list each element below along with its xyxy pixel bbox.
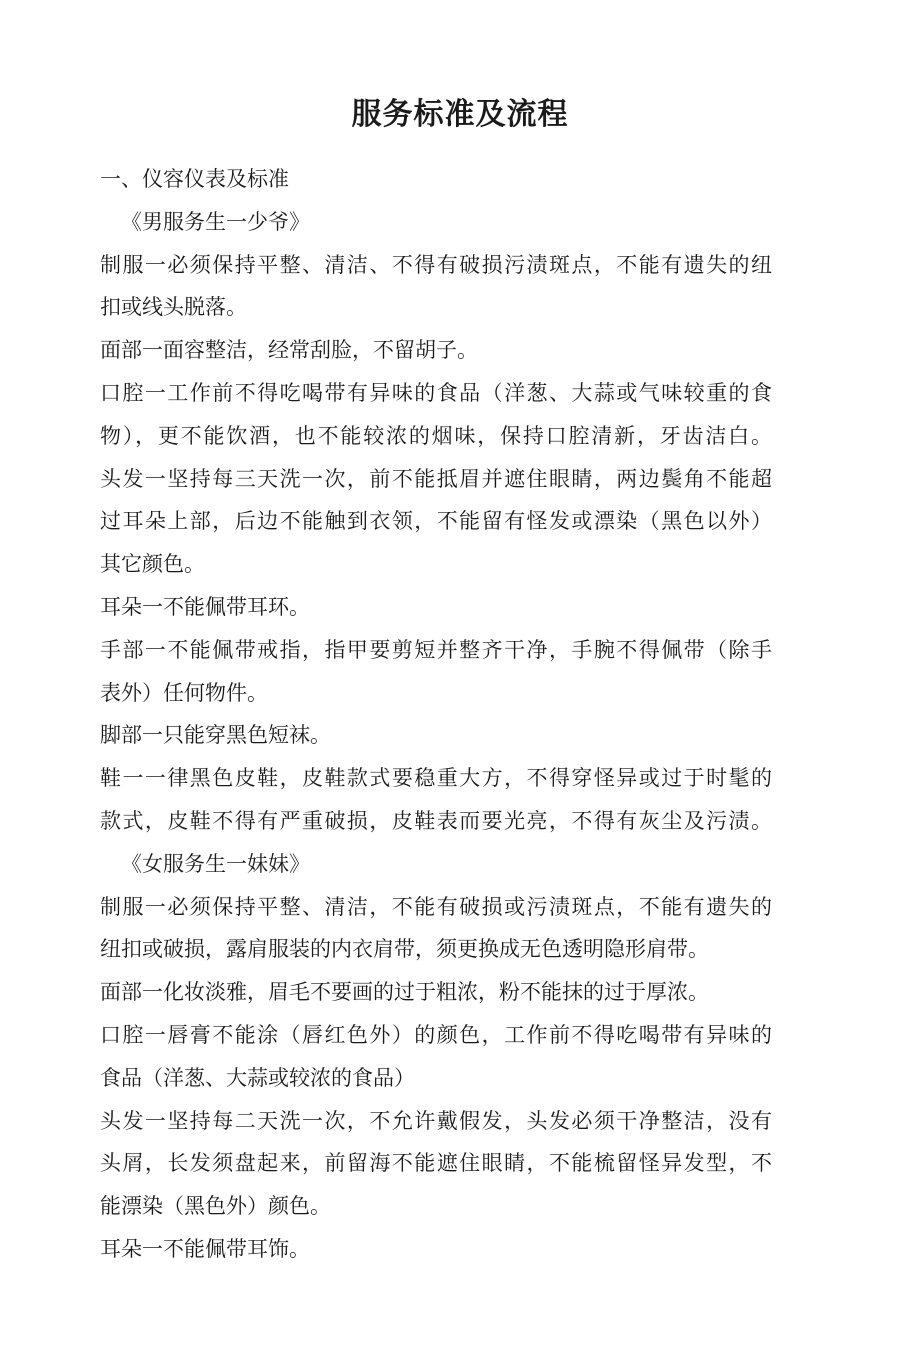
male-shoes-item bbox=[100, 757, 772, 843]
paragraph-line: 耳朵一不能佩带耳饰。 bbox=[100, 1236, 310, 1261]
female-mouth-item bbox=[100, 1014, 772, 1100]
male-uniform-item bbox=[100, 244, 772, 330]
male-ear-item bbox=[100, 586, 772, 629]
male-hair-item bbox=[100, 458, 772, 586]
male-hand-item bbox=[100, 629, 772, 715]
female-face-item bbox=[100, 971, 772, 1014]
page-title: 服务标准及流程 bbox=[351, 97, 569, 132]
section-heading: 一、仪容仪表及标准 bbox=[100, 167, 289, 191]
paragraph-line: 食品（洋葱、大蒜或较浓的食品） bbox=[100, 1065, 415, 1090]
paragraph-line: 口腔一工作前不得吃喝带有异味的食品（洋葱、大蒜或气味较重的食 bbox=[100, 380, 772, 405]
paragraph-line: 口腔一唇膏不能涂（唇红色外）的颜色，工作前不得吃喝带有异味的 bbox=[100, 1022, 772, 1047]
paragraph-line: 过耳朵上部，后边不能触到衣领，不能留有怪发或漂染（黑色以外） bbox=[100, 509, 772, 534]
paragraph-line: 其它颜色。 bbox=[100, 552, 205, 577]
paragraph-line: 制服一必须保持平整、清洁、不得有破损污渍斑点，不能有遗失的纽 bbox=[100, 252, 772, 277]
paragraph-line: 头发一坚持每二天洗一次，不允许戴假发，头发必须干净整洁，没有 bbox=[100, 1108, 772, 1133]
paragraph-line: 面部一化妆淡雅，眉毛不要画的过于粗浓，粉不能抹的过于厚浓。 bbox=[100, 980, 709, 1005]
paragraph-line: 脚部一只能穿黑色短袜。 bbox=[100, 723, 331, 748]
female-ear-item bbox=[100, 1228, 772, 1271]
paragraph-line: 纽扣或破损，露肩服装的内衣肩带，须更换成无色透明隐形肩带。 bbox=[100, 937, 709, 962]
female-uniform-item bbox=[100, 886, 772, 972]
male-feet-item bbox=[100, 714, 772, 757]
paragraph-line: 能漂染（黑色外）颜色。 bbox=[100, 1194, 331, 1219]
paragraph-line: 表外）任何物件。 bbox=[100, 680, 268, 705]
female-hair-item bbox=[100, 1100, 772, 1228]
paragraph-line: 鞋一一律黑色皮鞋，皮鞋款式要稳重大方，不得穿怪异或过于时髦的 bbox=[100, 766, 772, 791]
female-staff-heading: 《女服务生一妹妹》 bbox=[121, 851, 310, 876]
document-body bbox=[100, 158, 772, 1271]
paragraph-line: 头发一坚持每三天洗一次，前不能抵眉并遮住眼睛，两边鬓角不能超 bbox=[100, 466, 772, 491]
paragraph-line: 头屑，长发须盘起来，前留海不能遮住眼睛，不能梳留怪异发型，不 bbox=[100, 1151, 772, 1176]
paragraph-line: 面部一面容整洁，经常刮脸，不留胡子。 bbox=[100, 338, 478, 363]
paragraph-line: 款式，皮鞋不得有严重破损，皮鞋表而要光亮，不得有灰尘及污渍。 bbox=[100, 808, 772, 833]
male-face-item bbox=[100, 329, 772, 372]
male-mouth-item bbox=[100, 372, 772, 458]
paragraph-line: 物），更不能饮酒，也不能较浓的烟味，保持口腔清新，牙齿洁白。 bbox=[100, 423, 772, 448]
male-staff-heading: 《男服务生一少爷》 bbox=[121, 209, 310, 234]
paragraph-line: 扣或线头脱落。 bbox=[100, 295, 247, 320]
paragraph-line: 耳朵一不能佩带耳环。 bbox=[100, 594, 310, 619]
paragraph-line: 手部一不能佩带戒指，指甲要剪短并整齐干净，手腕不得佩带（除手 bbox=[100, 637, 772, 662]
paragraph-line: 制服一必须保持平整、清洁，不能有破损或污渍斑点，不能有遗失的 bbox=[100, 894, 772, 919]
